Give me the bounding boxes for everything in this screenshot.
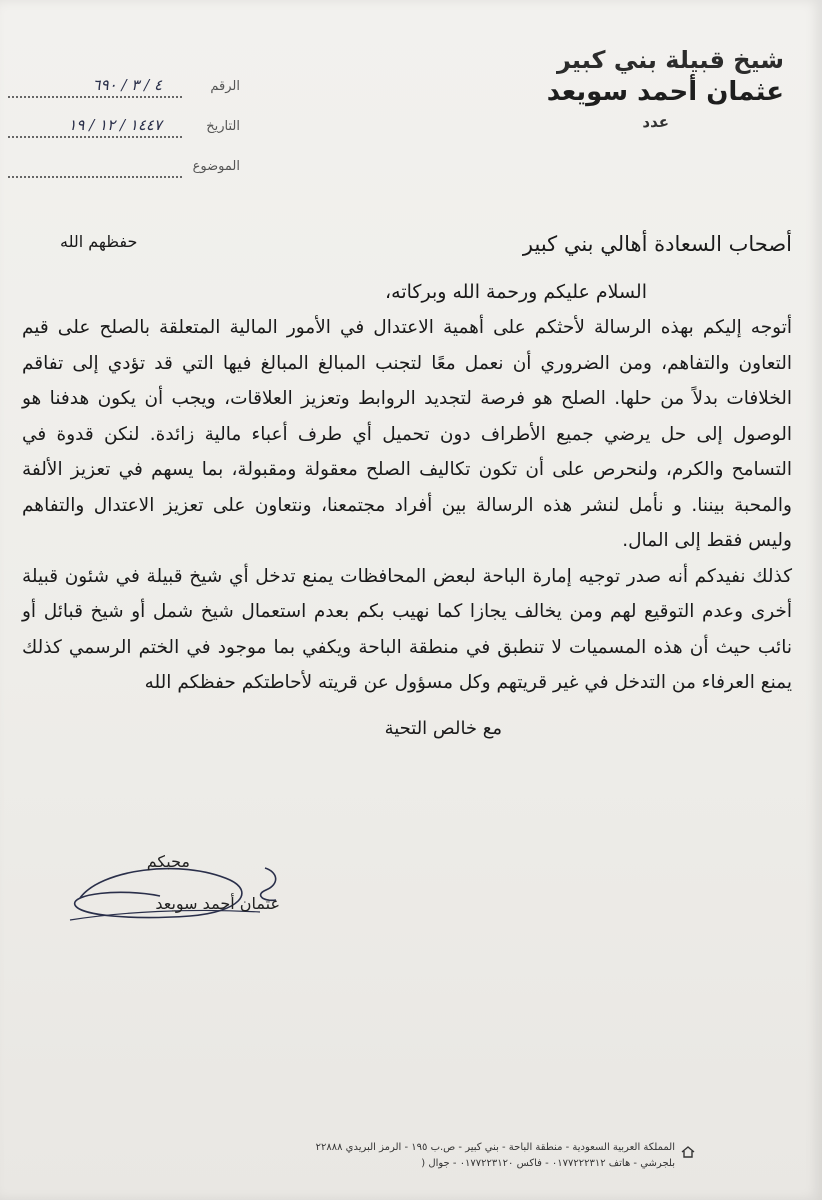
date-value: ١٤٤٧ / ١٢ / ١٩ bbox=[68, 116, 162, 134]
meta-subject-row bbox=[8, 138, 240, 178]
greeting: السلام عليكم ورحمة الله وبركاته، bbox=[385, 281, 647, 303]
letterhead-title: شيخ قبيلة بني كبير bbox=[557, 46, 784, 74]
footer-address: المملكة العربية السعودية - منطقة الباحة - بني كبير - ص.ب ١٩٥ - الرمز البريدي ٢٢٨٨٨ bbox=[315, 1142, 675, 1153]
addressee-row bbox=[20, 232, 792, 274]
footer-contact: بلجرشي - هاتف ٠١٧٧٢٢٢٣١٢ - فاكس ٠١٧٧٢٢٣١٢٠ - جوال ( bbox=[421, 1158, 675, 1169]
meta-date-row bbox=[8, 98, 240, 138]
number-label: الرقم bbox=[210, 79, 240, 94]
paragraph-1: أتوجه إليكم بهذه الرسالة لأحثكم على أهمية الاعتدال في الأمور المالية المتعلقة بالصلح على قيم التعاون والتفاهم، ومن الضروري أن نعمل معًا لتجنب المبالغ المبالغ فيها التي قد تؤدي إلى تفاقم الخلافات بدلاً من حلها. الصلح هو فرصة لتجديد الروابط وتعزيز العلاقات، ويجب أن يكون هدفنا هو الوصول إلى حل يرضي جميع الأطراف دون تحميل أي طرف أعباء مالية زائدة. لنكن قدوة في التسامح والكرم، ولنحرص على أن تكون تكاليف الصلح معقولة ومقبولة، بما يسهم في تعزيز الألفة والمحبة بيننا. و نأمل لنشر هذه الرسالة بين أفراد مجتمعنا، ونتعاون على تعزيز الاعتدال والتفاهم وليس فقط إلى المال. bbox=[22, 317, 792, 551]
letter-footer bbox=[155, 1140, 675, 1172]
signature-block bbox=[40, 850, 300, 940]
date-label: التاريخ bbox=[206, 119, 240, 134]
signature-name: عثمان أحمد سويعد bbox=[155, 894, 280, 913]
letter-meta bbox=[8, 58, 240, 178]
letterhead-name: عثمان أحمد سويعد bbox=[546, 77, 784, 107]
honorific: حفظهم الله bbox=[60, 232, 138, 251]
letterhead bbox=[514, 45, 784, 131]
addressee: أصحاب السعادة أهالي بني كبير bbox=[522, 232, 792, 256]
paragraph-2: كذلك نفيدكم أنه صدر توجيه إمارة الباحة لبعض المحافظات يمنع تدخل أي شيخ قبيلة في شئون قبيلة أخرى وعدم التوقيع لهم ومن يخالف يجازا كما نهيب بكم بعدم استعمال شيخ شمل أو شيخ قبائل أو نائب حيث أن هذه المسميات لا تنطبق في منطقة الباحة ويكفي بما موجود في الختم الرسمي كذلك يمنع العرفاء من التدخل في غير قريتهم وكل مسؤول عن قريته لأحاطتكم حفظكم الله bbox=[22, 565, 792, 693]
letter-body bbox=[20, 232, 792, 749]
subject-label: الموضوع bbox=[192, 159, 240, 174]
home-icon bbox=[681, 1146, 695, 1158]
number-value: ٤ / ٣ / ٦٩٠ bbox=[92, 76, 162, 94]
closing: مع خالص التحية bbox=[384, 717, 502, 739]
letterhead-count-label: عدد bbox=[642, 113, 669, 131]
date-line bbox=[8, 114, 182, 138]
number-line bbox=[8, 74, 182, 98]
signature-yours: محبكم bbox=[146, 852, 190, 871]
meta-number-row bbox=[8, 58, 240, 98]
subject-line bbox=[8, 154, 182, 178]
